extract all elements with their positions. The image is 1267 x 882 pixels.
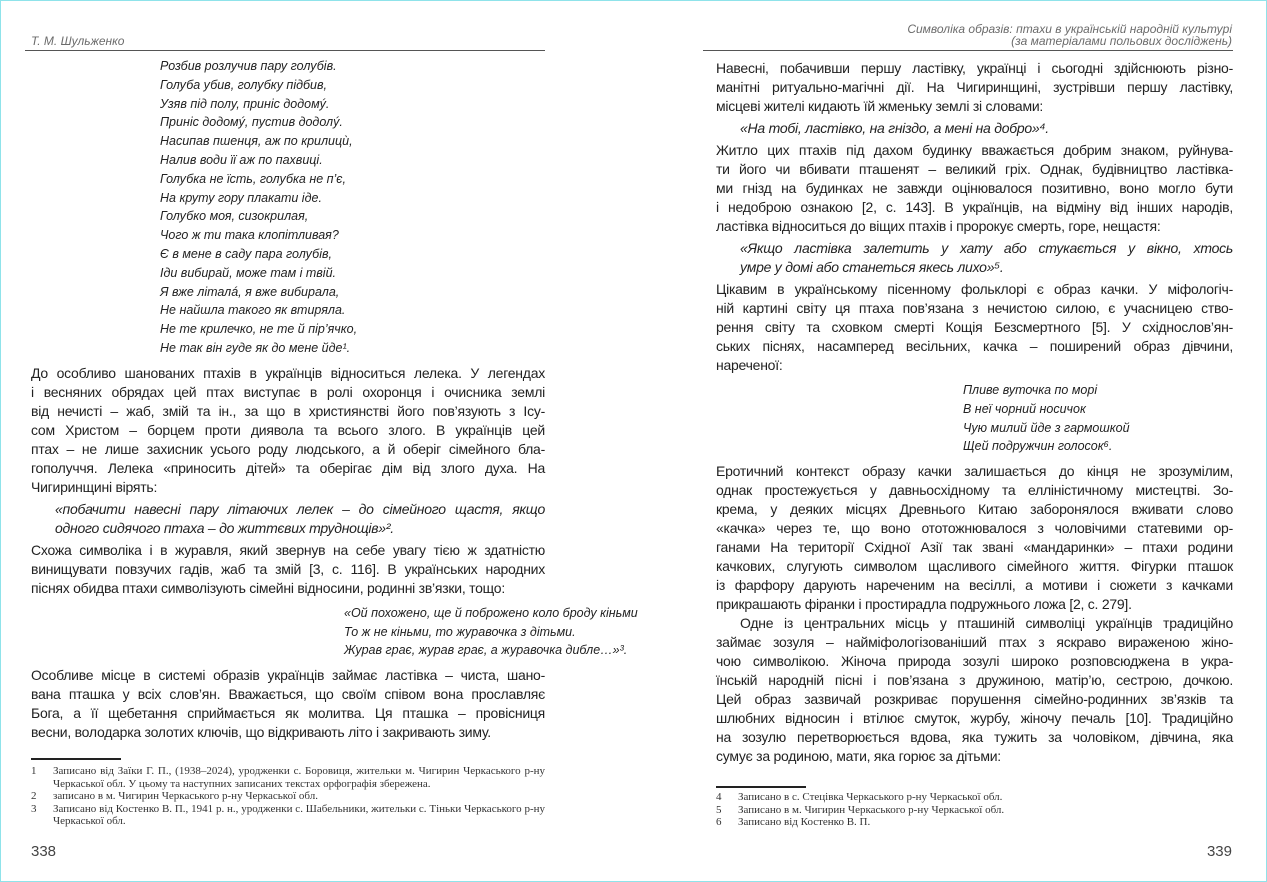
text-line: чою символікою. Жіноча природа зозулі широко розповсюджена в укра- bbox=[716, 653, 1233, 670]
text-line: весни, володарка золотих ключів, що відкривають літо і закривають зиму. bbox=[31, 724, 491, 741]
paragraph bbox=[716, 280, 1233, 375]
text-line: Голубко моя, сизокрилая, bbox=[160, 209, 309, 224]
text-line: качкових, слугують символом щасливого сімейного життя. Фігурки пташок bbox=[716, 558, 1233, 575]
text-line: рення світу та сховком смерті Кощія Безсмертного [5]. У східнослов’ян- bbox=[716, 319, 1233, 335]
text-line: місцеві жителі кидають їй жменьку землі зі словами: bbox=[716, 98, 1044, 114]
footnote-rule bbox=[716, 786, 806, 788]
paragraph bbox=[31, 666, 545, 742]
text-line: однак простежується у давньосхідному та елліністичному мистецтві. Зо- bbox=[716, 482, 1233, 499]
text-line: «Ой похожено, ще й поброжено коло броду кіньми bbox=[344, 605, 638, 620]
footnote-rule bbox=[31, 758, 121, 760]
text-line: На круту гору плакати іде. bbox=[160, 190, 322, 205]
text-line: шлюбних відносин і втілює смуток, журбу, жіночу печаль [10]. Традиційно bbox=[716, 710, 1233, 727]
block-quote bbox=[716, 119, 1233, 138]
text-line: Не так він гуде як до мене йде¹. bbox=[160, 340, 351, 355]
text-line: Журав грає, журав грає, а журавочка дибле…»³. bbox=[344, 643, 628, 658]
footnote bbox=[31, 803, 545, 828]
text-line: Є в мене в саду пара голубів, bbox=[160, 246, 332, 261]
text-line: Іди вибирай, може там і твій. bbox=[160, 265, 336, 280]
text-line: умре у домі або станеться якесь лихо»⁵. bbox=[740, 259, 1004, 275]
verse-quotation bbox=[31, 604, 638, 660]
page-number: 338 bbox=[31, 843, 57, 860]
footnote bbox=[716, 816, 1233, 829]
text-line: Навесні, побачивши першу ластівку, українці і сьогодні здійснюють різно- bbox=[716, 60, 1233, 76]
text-line: Пливе вуточка по морі bbox=[963, 383, 1098, 397]
footnote-text: Записано в м. Чигирин Черкаського р-ну Черкаської обл. bbox=[738, 803, 1005, 816]
paragraph bbox=[716, 462, 1233, 614]
text-line: Налив води її аж по пахвиці. bbox=[160, 152, 323, 167]
text-line: Бога, а її щебетання сприймається як молитва. Ця пташка – провісниця bbox=[31, 705, 545, 722]
text-line: одного сидячого птаха – до життєвих труднощів»². bbox=[55, 519, 394, 536]
header-rule bbox=[703, 50, 1233, 51]
text-line: Узяв під полу, приніс додомý. bbox=[160, 96, 330, 111]
text-line: гополуччя. Лелека «приносить дітей» та оберігає дім від злого духа. На bbox=[31, 459, 545, 476]
right-page bbox=[634, 0, 1267, 882]
paragraph bbox=[716, 59, 1233, 116]
text-line: Чую милий йде з гармошкой bbox=[963, 420, 1130, 435]
text-line: «На тобі, ластівко, на гніздо, а мені на добро»⁴. bbox=[740, 120, 1049, 136]
footnote bbox=[716, 791, 1233, 804]
paragraph bbox=[31, 541, 545, 598]
footnotes bbox=[716, 791, 1233, 829]
text-line: нареченої: bbox=[716, 357, 783, 373]
text-line: До особливо шанованих птахів в українців відноситься лелека. У легендах bbox=[31, 364, 545, 381]
text-line: прикрашають фіранки і простирадла подружнього ложа [2, с. 279]. bbox=[716, 596, 1132, 613]
text-line: «побачити навесні пару літаючих лелек – до сімейного щастя, якщо bbox=[55, 500, 545, 517]
text-line: Не те крилечко, не те й пір’ячко, bbox=[160, 322, 358, 337]
header-title-line-2: (за матеріалами польових досліджень) bbox=[1011, 34, 1232, 48]
text-line: Насипав пшенця, аж по крилицѝ, bbox=[160, 134, 353, 149]
paragraph bbox=[31, 364, 545, 497]
page-number: 339 bbox=[1206, 843, 1232, 860]
footnote-number: 6 bbox=[716, 816, 722, 828]
paragraph bbox=[716, 141, 1233, 236]
text-line: «качка» через те, що воно ототожнювалося з чоловічими статевими ор- bbox=[716, 520, 1233, 537]
right-page-body bbox=[716, 59, 1233, 766]
paragraph bbox=[716, 614, 1233, 766]
running-header-title bbox=[907, 23, 1232, 47]
text-line: Голуба убив, голубку підбив, bbox=[160, 77, 327, 92]
footnotes bbox=[31, 765, 545, 828]
footnote-text: записано в м. Чигирин Черкаського р-ну Черкаської обл. bbox=[53, 790, 318, 802]
verse-quotation bbox=[31, 57, 545, 358]
footnote-number: 3 bbox=[31, 802, 37, 815]
text-line: сом Христом – борцем проти диявола та всього злого. В українців цей bbox=[31, 421, 545, 438]
footnote bbox=[716, 804, 1233, 817]
footnote-text: Записано від Костенко В. П., 1941 р. н., уродженки с. Шабельники, жительки с. Тіньки Черкаського р-ну Черкаської обл. bbox=[53, 802, 545, 827]
text-line: Особливе місце в системі образів українців займає ластівка – чиста, шано- bbox=[31, 667, 545, 684]
text-line: займає зозуля – найміфологізованіший птах з яскраво вираженою жіно- bbox=[716, 634, 1233, 651]
text-line: крема, у деяких місцях Древнього Китаю заборонялося вживати слово bbox=[716, 501, 1233, 518]
footnote bbox=[31, 790, 545, 803]
text-line: Приніс додомý, пустив додолý. bbox=[160, 115, 343, 130]
text-line: Я вже літалá, я вже вибирала, bbox=[160, 284, 340, 299]
text-line: Одне із центральних місць у пташиній символіці українців традиційно bbox=[740, 615, 1233, 632]
text-line: від нечисті – жаб, змій та ін., за що в християнстві його пов’язують з Ісу- bbox=[31, 402, 545, 419]
footnote bbox=[31, 765, 545, 790]
text-line: То ж не кіньми, то журавочка з дітьми. bbox=[344, 624, 576, 639]
text-line: Щей подружчин голосок⁶. bbox=[963, 439, 1113, 454]
text-line: ти його чи вбивати пташенят – великий гріх. Однак, будівництво ластівка- bbox=[716, 161, 1233, 177]
footnote-number: 4 bbox=[716, 791, 722, 803]
text-line: винищувати повзучих гадів, жаб та змій [3, с. 116]. В українських народних bbox=[31, 560, 545, 577]
footnote-number: 5 bbox=[716, 803, 722, 816]
text-line: піснях обидва птахи символізують сімейні відносини, родинні зв’язки, тощо: bbox=[31, 579, 505, 596]
text-line: Не найшла такого як втиряла. bbox=[160, 303, 346, 318]
text-line: і недоброю ознакою [2, с. 143]. В українців, на відміну від інших народів, bbox=[716, 199, 1233, 215]
left-page-body bbox=[31, 57, 638, 742]
footnote-text: Записано від Костенко В. П. bbox=[738, 816, 871, 828]
text-line: Розбив розлучив пару голубів. bbox=[160, 59, 337, 73]
text-line: ських піснях, насамперед весільних, качка – поширений образ дівчини, bbox=[716, 338, 1233, 354]
running-header-author: Т. М. Шульженко bbox=[31, 34, 125, 48]
text-line: Чигиринщині вірять: bbox=[31, 478, 158, 495]
text-line: Голубка не їсть, голубка не п’є, bbox=[160, 171, 346, 186]
footnote-text: Записано від Заїки Г. П., (1938–2024), уродженки с. Боровиця, жительки м. Чигирин Черкаського р-ну Черкаської обл. У цьому та наступних записаних текстах орфографія збережена. bbox=[53, 765, 545, 790]
footnote-number: 1 bbox=[31, 765, 37, 777]
text-line: Схожа символіка і в журавля, який звернув на себе увагу тією ж здатністю bbox=[31, 541, 545, 558]
text-line: манітні ритуально-магічні дії. На Чигиринщині, зустрівши першу ластівку, bbox=[716, 79, 1233, 95]
text-line: на зозулю перетворюється вдова, яка тужить за чоловіком, дівчина, яка bbox=[716, 729, 1233, 746]
text-line: Чого ж ти така клопітливая? bbox=[160, 228, 339, 243]
text-line: Житло цих птахів під дахом будинку вважається добрим знаком, руйнува- bbox=[716, 142, 1233, 158]
text-line: Цікавим в українському пісенному фольклорі є образ качки. У міфологіч- bbox=[716, 281, 1233, 297]
text-line: із фарфору дарують нареченим на весіллі, а мотиви і сюжети з качками bbox=[716, 577, 1233, 594]
header-rule bbox=[25, 50, 545, 51]
text-line: ми гнізд на будинках не завжди оцінювалося позитивно, воно могло бути bbox=[716, 180, 1233, 196]
block-quote bbox=[716, 239, 1233, 277]
footnote-text: Записано в с. Стецівка Черкаського р-ну Черкаської обл. bbox=[738, 791, 1003, 803]
header-title-line-1: Символіка образів: птахи в українській народній культурі bbox=[907, 22, 1232, 36]
text-line: «Якщо ластівка залетить у хату або стукається у вікно, хтось bbox=[740, 240, 1233, 256]
footnote-number: 2 bbox=[31, 790, 37, 802]
text-line: і весняних обрядах цей птах виступає в ролі охоронця і очисника землі bbox=[31, 383, 545, 400]
block-quote bbox=[31, 500, 545, 538]
text-line: Еротичний контекст образу качки залишається до кінця не зрозумілим, bbox=[716, 463, 1233, 480]
text-line: Цей образ зазвичай розкриває порушення сімейно-родинних зв’язків та bbox=[716, 691, 1233, 708]
text-line: В неї чорний носичок bbox=[963, 401, 1086, 416]
text-line: їнській народній пісні і пов’язана з дружиною, матір’ю, сестрою, дочкою. bbox=[716, 672, 1233, 689]
text-line: сумує за родиною, мати, яка горює за дітьми: bbox=[716, 748, 1001, 765]
text-line: вана пташка у всіх слов’ян. Вважається, що своїм співом вона прославляє bbox=[31, 686, 545, 703]
text-line: ганами На території Східної Азії так звані «мандаринки» – птахи родини bbox=[716, 539, 1233, 556]
text-line: птах – не лише захисник усього роду людського, а й оберіг сімейного бла- bbox=[31, 440, 545, 457]
text-line: ній картині світу ця птаха пов’язана з нечистою силою, є учасницею ство- bbox=[716, 300, 1233, 316]
text-line: ластівка відноситься до віщих птахів і пророкує смерть, горе, нещастя: bbox=[716, 218, 1161, 234]
verse-quotation bbox=[716, 381, 1233, 456]
